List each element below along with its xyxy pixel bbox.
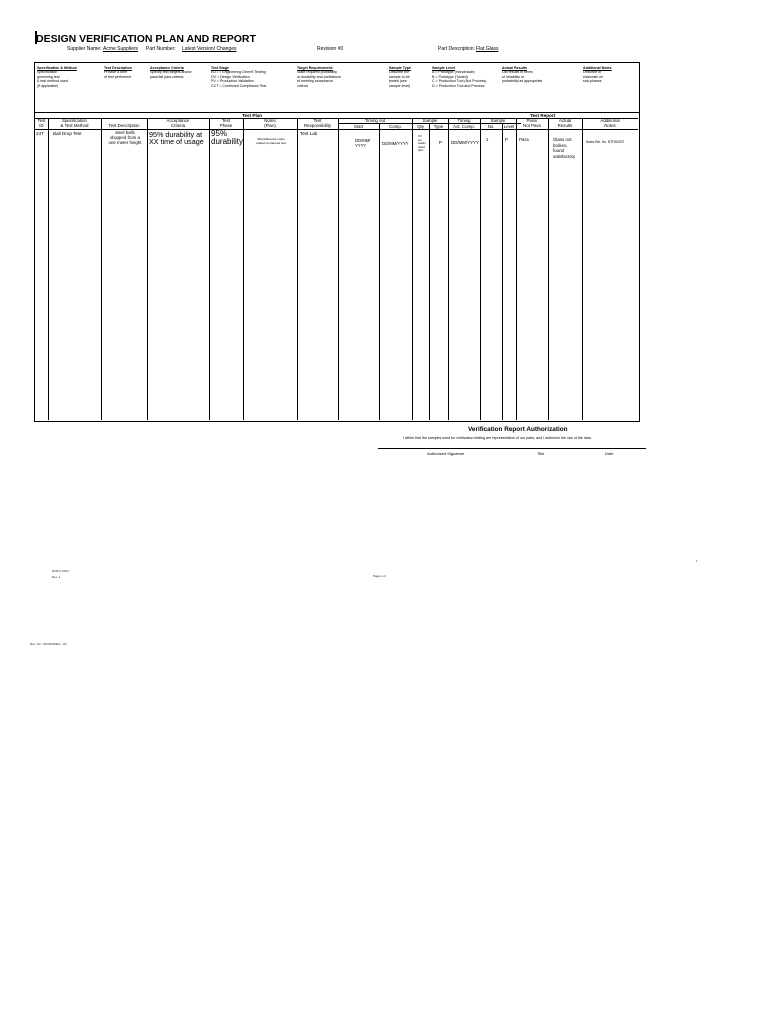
legend-line: Specification — [37, 70, 58, 75]
header-comp: Comp. — [389, 123, 402, 129]
cell-line: durability — [211, 137, 244, 147]
header-line: Test — [313, 118, 322, 123]
header-line: Criteria — [170, 123, 186, 129]
cell-actual — [553, 137, 575, 159]
cell-line: XX — [418, 134, 422, 138]
header-line: Test Description — [108, 123, 140, 129]
header-type: Type — [433, 123, 444, 129]
date-label: Date — [605, 451, 614, 456]
cell-line: steel balls — [115, 130, 135, 135]
legend-heading: Test Description — [104, 66, 132, 70]
legend-line: (if applicable) — [37, 83, 59, 88]
section-test-plan: Test Plan — [242, 113, 263, 118]
cell-line: related to planned test — [256, 140, 286, 145]
cell-spec: Ball Drop Test — [53, 131, 82, 136]
legend-line: Provide a brief — [104, 70, 128, 75]
authorization-affirmation: I affirm that the samples used for verification testing are representative of our parts, and I authorize the use of the data. — [403, 436, 592, 440]
legend-line: List results in terms — [502, 70, 533, 75]
legend-sample-type — [389, 66, 411, 88]
col-line — [516, 118, 517, 420]
cell-line: dropped from a — [110, 135, 140, 141]
section-test-report: Test Report — [530, 113, 556, 118]
cell-line: Glass not — [553, 137, 572, 142]
col-line — [582, 118, 583, 420]
cell-level: P — [505, 137, 508, 142]
header-line: Phase — [219, 123, 233, 129]
cell-line: plan — [418, 148, 424, 153]
header-line: Notes — [264, 118, 276, 123]
cell-line: found — [553, 148, 564, 154]
legend-line: pass/fail para criteria. — [150, 74, 185, 79]
header-start: Start — [353, 123, 364, 129]
legend-sample-level — [432, 66, 486, 88]
col-line — [448, 118, 449, 420]
cell-line: establ — [418, 141, 426, 146]
legend-heading: Acceptance Criteria — [150, 66, 184, 70]
legend-line: Specify test targets and/or — [150, 70, 192, 75]
header-phase — [209, 118, 243, 129]
legend-line: of test performed — [104, 74, 132, 79]
legend-line: DV = Design Verification — [211, 74, 250, 79]
legend-actual — [502, 66, 542, 84]
header-line: Additional — [600, 118, 620, 123]
cell-line: broken, — [553, 142, 568, 148]
legend-box — [34, 62, 640, 113]
revision: Revision #0 — [317, 46, 344, 52]
header-line: Actual — [558, 118, 572, 123]
col-line — [338, 118, 339, 420]
legend-heading: Target Requirements — [297, 66, 333, 70]
header-line: (Plan) — [264, 123, 276, 129]
legend-heading: Specification & Method — [37, 66, 77, 70]
cell-line: one meter height — [108, 140, 142, 146]
cell-description — [103, 130, 147, 146]
legend-line: State required probability — [297, 70, 337, 75]
title-label: Title — [537, 451, 545, 456]
header-test-id — [35, 118, 48, 129]
legend-line: sample to be — [389, 74, 410, 79]
legend-line: or durability and confidence — [297, 74, 341, 79]
legend-heading: Test Stage — [211, 66, 229, 70]
cell-act-comp: DD/MM/YYYY — [451, 140, 479, 145]
form-revision: Rev. 1 — [52, 575, 61, 579]
legend-line: B = Prototype (Tooled) — [432, 74, 468, 79]
cell-notes — [247, 138, 295, 145]
header-line: ID — [39, 123, 44, 129]
cell-no: 1 — [486, 137, 489, 142]
col-line — [480, 118, 481, 420]
col-line — [429, 123, 430, 420]
cell-comp: DD/MM/YYYY — [382, 141, 409, 146]
cell-line: satisfactory — [553, 153, 576, 159]
legend-line: CCT = Continued Compliance Test — [211, 83, 267, 88]
legend-stage — [211, 66, 266, 88]
legend-target — [297, 66, 341, 88]
legend-line: sub-phases — [583, 79, 602, 84]
part-description-value: Flat Glass — [476, 46, 499, 52]
authorized-signature-label: Authorized Signature — [427, 451, 465, 456]
header-timing: Timing — [457, 118, 471, 123]
legend-line: of meeting acceptance — [297, 79, 334, 84]
revision-number: Rev. No.: 0/01/2NDDG - 0C — [30, 642, 67, 646]
legend-line: D = Production Tool and Process — [432, 83, 485, 88]
legend-desc — [104, 66, 132, 79]
header-line: Notes — [604, 123, 616, 129]
header-spec — [48, 118, 101, 129]
legend-line: tested (see — [389, 79, 407, 84]
col-line — [297, 118, 298, 420]
legend-line: criteria — [297, 83, 308, 88]
header-actual — [548, 118, 582, 129]
legend-line: EDT = Engineering Devel't Testing — [211, 70, 266, 75]
header-line: Test — [221, 118, 231, 123]
cell-line: DD/MM/ — [355, 138, 371, 143]
col-line — [101, 118, 102, 420]
header-line: Specification — [62, 118, 87, 123]
form-number: DVR-F-0071 — [52, 569, 69, 573]
col-line — [243, 118, 244, 420]
cell-qty — [418, 135, 425, 153]
legend-line: of reliability or — [502, 74, 525, 79]
supplier-label: Supplier Name: — [67, 46, 102, 52]
header-level: Level — [503, 123, 515, 129]
cell-pass-fail: Pass — [519, 137, 529, 142]
header-criteria — [147, 118, 209, 129]
part-number-value: Latest Version/ Changes — [182, 46, 237, 52]
legend-heading: Sample Type — [389, 66, 411, 70]
legend-line: & test method used — [37, 79, 68, 84]
cell-line: Miscellaneous notes — [257, 137, 285, 141]
cell-type: P — [439, 140, 443, 145]
header-line: Pass/ — [526, 118, 538, 123]
col-line — [379, 123, 380, 420]
header-description — [101, 118, 147, 129]
supplier-value: Acme Suppliers — [103, 46, 139, 52]
part-number-label: Part Number: — [146, 46, 176, 52]
part-description-label: Part Description: — [438, 46, 475, 52]
cell-line: YYYY — [355, 143, 367, 149]
col-line — [548, 118, 549, 420]
header-pass-fail — [516, 118, 548, 129]
legend-line: governing test — [37, 74, 60, 79]
legend-criteria — [150, 66, 192, 79]
col-line — [48, 118, 49, 420]
col-line — [209, 118, 210, 420]
legend-line: probability as appropriate — [502, 79, 543, 84]
legend-heading: Additional Notes — [583, 66, 612, 70]
cell-additional: Notes Ref. No. NTF/D0907 — [586, 140, 625, 144]
cell-criteria — [149, 131, 204, 146]
page-title: DESIGN VERIFICATION PLAN AND REPORT — [36, 33, 256, 45]
cell-line: ished — [418, 144, 425, 149]
header-additional — [582, 118, 638, 129]
signature-line — [378, 448, 646, 449]
header-timing-out: Timing out — [364, 118, 386, 123]
legend-heading: Sample Level — [432, 66, 455, 70]
header-responsibility — [297, 118, 338, 129]
header-samples: Sample — [490, 118, 506, 123]
header-sample: Sample — [422, 118, 438, 123]
header-line: Test — [37, 118, 46, 123]
header-line: & Test Method — [60, 123, 89, 129]
col-line — [502, 123, 503, 420]
cell-line: 95% — [211, 129, 228, 138]
cell-test-id: 24T — [36, 131, 44, 136]
cell-responsibility: Test Lab — [300, 131, 318, 136]
legend-spec — [37, 66, 77, 88]
cell-start — [355, 138, 370, 149]
legend-additional — [583, 66, 612, 84]
header-notes — [243, 118, 297, 129]
header-line: Results — [557, 123, 573, 129]
page-number: Page 1 of — [373, 574, 386, 578]
col-line — [412, 118, 413, 420]
legend-line: sample level) — [389, 83, 411, 88]
header-line: Acceptance — [166, 118, 190, 123]
verification-table — [34, 113, 640, 422]
header-no: No. — [487, 123, 495, 129]
legend-line: elaborate on — [583, 74, 603, 79]
col-line — [147, 118, 148, 420]
legend-line: C = Production Tool (Not Process) — [432, 79, 487, 84]
header-line: Not Pass — [523, 123, 541, 129]
legend-heading: Actual Results — [502, 66, 527, 70]
cell-line: per — [418, 137, 423, 142]
cell-line: XX time of usage — [149, 137, 204, 147]
legend-line: PV = Production Validation — [211, 79, 254, 84]
header-act-comp: Act. Comp. — [453, 123, 475, 129]
cell-phase — [211, 130, 243, 146]
cell-line: 95% durability at — [149, 130, 203, 139]
legend-line: Describe the — [389, 70, 410, 75]
header-line: Responsibility — [303, 123, 332, 129]
page-mark: 1 — [696, 559, 698, 563]
header-qty: Qty — [417, 123, 424, 129]
legend-line: Describe or — [583, 70, 602, 75]
legend-line: A = Prototype (Handmade) — [432, 70, 475, 75]
authorization-title: Verification Report Authorization — [468, 426, 568, 433]
